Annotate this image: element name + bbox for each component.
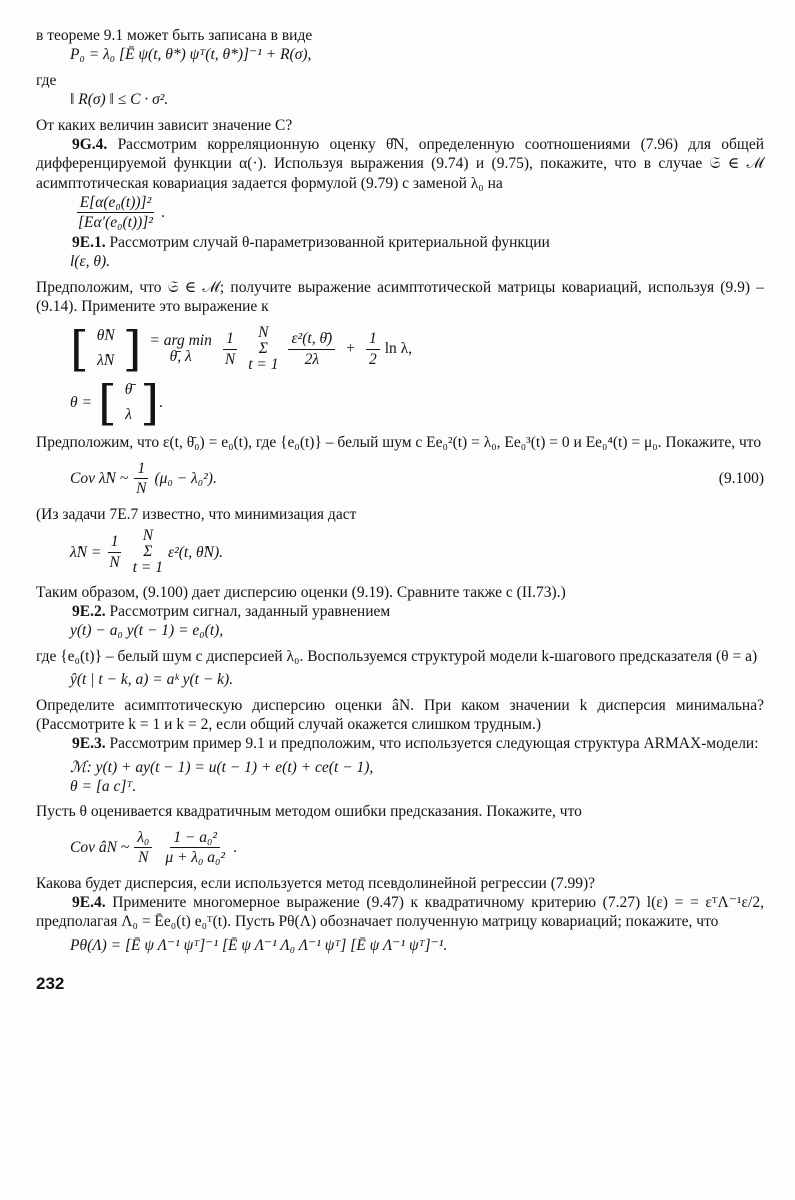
equation-argmin bbox=[70, 321, 764, 378]
text-line: в теореме 9.1 может быть записана в виде bbox=[36, 27, 313, 44]
frac-numerator: 1 bbox=[134, 459, 148, 479]
punct: . bbox=[159, 393, 163, 411]
exercise-9e2-question: Определите асимптотическую дисперсию оценки âN. При каком значении k дисперсия минимальна? (Рассмотрите k = 1 и k = 2, если общий случай окажется слишком трудным.) bbox=[36, 696, 764, 733]
exercise-9e3-question: Какова будет дисперсия, если используется метод псевдолинейной регрессии (7.99)? bbox=[36, 874, 596, 892]
frac-denominator: N bbox=[224, 350, 236, 368]
frac-numerator: 1 bbox=[108, 532, 122, 552]
equation-p-theta: Pθ(Λ) = [Ē ψ Λ⁻¹ ψᵀ]⁻¹ [Ē ψ Λ⁻¹ Λ₀ Λ⁻¹ ψᵀ] [Ē ψ Λ⁻¹ ψᵀ]⁻¹. bbox=[70, 936, 448, 954]
exercise-heading: 9E.1. bbox=[72, 233, 106, 251]
frac-denominator: N bbox=[109, 553, 120, 571]
exercise-text: Рассмотрим корреляционную оценку θ̂N, определенную соотношениями (7.96) для общей дифференцируемой функции α(·). Используя выражения (9.74) и (9.75), покажите, что в случае 𝔖 ∈ ℳ асимптотическая ковариация задается формулой (9.79) с заменой λ₀ на bbox=[36, 135, 765, 192]
equation-number: (9.100) bbox=[718, 470, 764, 487]
exercise-9e4 bbox=[36, 893, 764, 932]
equation-9-100 bbox=[70, 459, 764, 499]
equation-signal: y(t) − a₀ y(t − 1) = e₀(t), bbox=[70, 622, 224, 640]
exercise-9e3 bbox=[36, 734, 764, 753]
sum-lower: t = 1 bbox=[248, 356, 279, 374]
equation-cov-a bbox=[70, 828, 764, 868]
cov-left: Cov λ̂N ~ bbox=[70, 470, 129, 487]
equation-theta-def bbox=[70, 374, 764, 431]
sum-sign: Σ bbox=[258, 339, 268, 357]
plus-sign: + bbox=[346, 340, 355, 358]
sum-upper: N bbox=[142, 526, 154, 544]
exercise-text: Примените многомерное выражение (9.47) к квадратичному критерию (7.27) l(ε) = = εᵀΛ⁻¹ε/2, предполагая Λ₀ = Ēe₀(t) e₀ᵀ(t). Пусть Pθ(Λ) обозначает полученную матрицу ковариаций; покажите, что bbox=[36, 893, 764, 931]
equation-theta-vector: θ = [a c]ᵀ. bbox=[70, 778, 137, 796]
matrix: [ θ̂N λ̂N ] bbox=[70, 321, 142, 378]
sum-lower: t = 1 bbox=[132, 559, 164, 577]
frac-denominator: N bbox=[138, 849, 149, 867]
equation-lambda-replacement bbox=[70, 193, 764, 233]
exercise-9e1-assumption: Предположим, что ε(t, θ̄₀) = e₀(t), где {e₀(t)} – белый шум с Ee₀²(t) = λ₀, Ee₀³(t) = 0 и Ee₀⁴(t) = μ₀. Покажите, что bbox=[36, 434, 762, 452]
exercise-9e1 bbox=[36, 233, 764, 252]
text-word: где bbox=[36, 71, 57, 89]
cov-left: Cov âN ~ bbox=[70, 839, 130, 857]
theta-label: θ = bbox=[70, 393, 92, 411]
document-page bbox=[36, 26, 764, 994]
exercise-heading: 9E.2. bbox=[72, 603, 106, 621]
exercise-text: Рассмотрим сигнал, заданный уравнением bbox=[109, 603, 391, 621]
frac-numerator: ε²(t, θ̄) bbox=[288, 329, 335, 349]
matrix-entry: λ bbox=[125, 405, 132, 423]
frac-numerator: 1 bbox=[366, 329, 380, 349]
matrix-entry: θ̄ bbox=[124, 380, 133, 398]
frac-numerator: 1 − a₀² bbox=[170, 828, 220, 848]
exercise-heading: 9E.4. bbox=[72, 893, 106, 911]
question-text: От каких величин зависит значение C? bbox=[36, 116, 293, 134]
sum-sign: Σ bbox=[143, 543, 153, 561]
frac-denominator: N bbox=[136, 480, 147, 498]
lambda-left: λ̂N = bbox=[70, 543, 102, 561]
exercise-text: Рассмотрим пример 9.1 и предположим, что используется следующая структура ARMAX-модели: bbox=[109, 735, 759, 753]
exercise-9e2 bbox=[36, 602, 764, 621]
frac-denominator: 2λ bbox=[304, 350, 320, 368]
exercise-9g4 bbox=[36, 135, 764, 193]
sum-upper: N bbox=[258, 323, 269, 341]
remark-text: Таким образом, (9.100) дает дисперсию оценки (9.19). Сравните также с (II.73).) bbox=[36, 583, 566, 601]
remark-text: (Из задачи 7E.7 известно, что минимизация даст bbox=[36, 505, 357, 523]
equation-armax: ℳ: y(t) + ay(t − 1) = u(t − 1) + e(t) + ce(t − 1), bbox=[70, 758, 374, 776]
cov-right: (μ₀ − λ₀²). bbox=[154, 470, 217, 487]
equation-lambda-hat bbox=[70, 528, 764, 577]
equation-criterion: l(ε, θ). bbox=[70, 253, 110, 271]
equation-predictor: ŷ(t | t − k, a) = aᵏ y(t − k). bbox=[70, 671, 234, 689]
frac-denominator: 2 bbox=[368, 350, 377, 368]
lambda-right: ε²(t, θ̂N). bbox=[168, 543, 223, 561]
argmin-label: = arg min bbox=[149, 331, 212, 349]
frac-numerator: 1 bbox=[223, 329, 237, 349]
argmin-subscript: θ̄, λ bbox=[169, 348, 192, 366]
log-term: ln λ, bbox=[384, 340, 413, 358]
equation-p0: P₀ = λ₀ [Ē ψ(t, θ*) ψᵀ(t, θ*)]⁻¹ + R(σ), bbox=[70, 46, 312, 64]
equation-r-bound: ‖ R(σ) ‖ ≤ C · σ². bbox=[70, 91, 169, 109]
matrix-entry: λ̂N bbox=[97, 352, 115, 370]
frac-numerator: E[α(e₀(t))]² bbox=[77, 193, 155, 213]
frac-denominator: [Eα′(e₀(t))]² bbox=[78, 214, 153, 232]
exercise-9e2-text: где {e₀(t)} – белый шум с дисперсией λ₀. Воспользуемся структурой модели k-шагового предсказателя (θ = a) bbox=[36, 647, 758, 665]
exercise-heading: 9E.3. bbox=[72, 735, 106, 753]
frac-denominator: μ + λ₀ a₀² bbox=[165, 849, 226, 867]
exercise-text: Рассмотрим случай θ-параметризованной критериальной функции bbox=[109, 233, 550, 251]
exercise-9e3-text: Пусть θ оценивается квадратичным методом ошибки предсказания. Покажите, что bbox=[36, 803, 582, 821]
matrix-entry: θ̂N bbox=[96, 327, 115, 345]
punct: . bbox=[233, 839, 237, 857]
exercise-9e1-text: Предположим, что 𝔖 ∈ ℳ; получите выражение асимптотической матрицы ковариаций, используя (9.9) – (9.14). Примените это выражение к bbox=[36, 278, 764, 315]
punct: . bbox=[160, 204, 165, 222]
matrix: [ θ̄ λ ] bbox=[97, 374, 160, 431]
exercise-heading: 9G.4. bbox=[72, 135, 108, 153]
page-number: 232 bbox=[36, 974, 65, 994]
frac-numerator: λ₀ bbox=[134, 828, 152, 848]
